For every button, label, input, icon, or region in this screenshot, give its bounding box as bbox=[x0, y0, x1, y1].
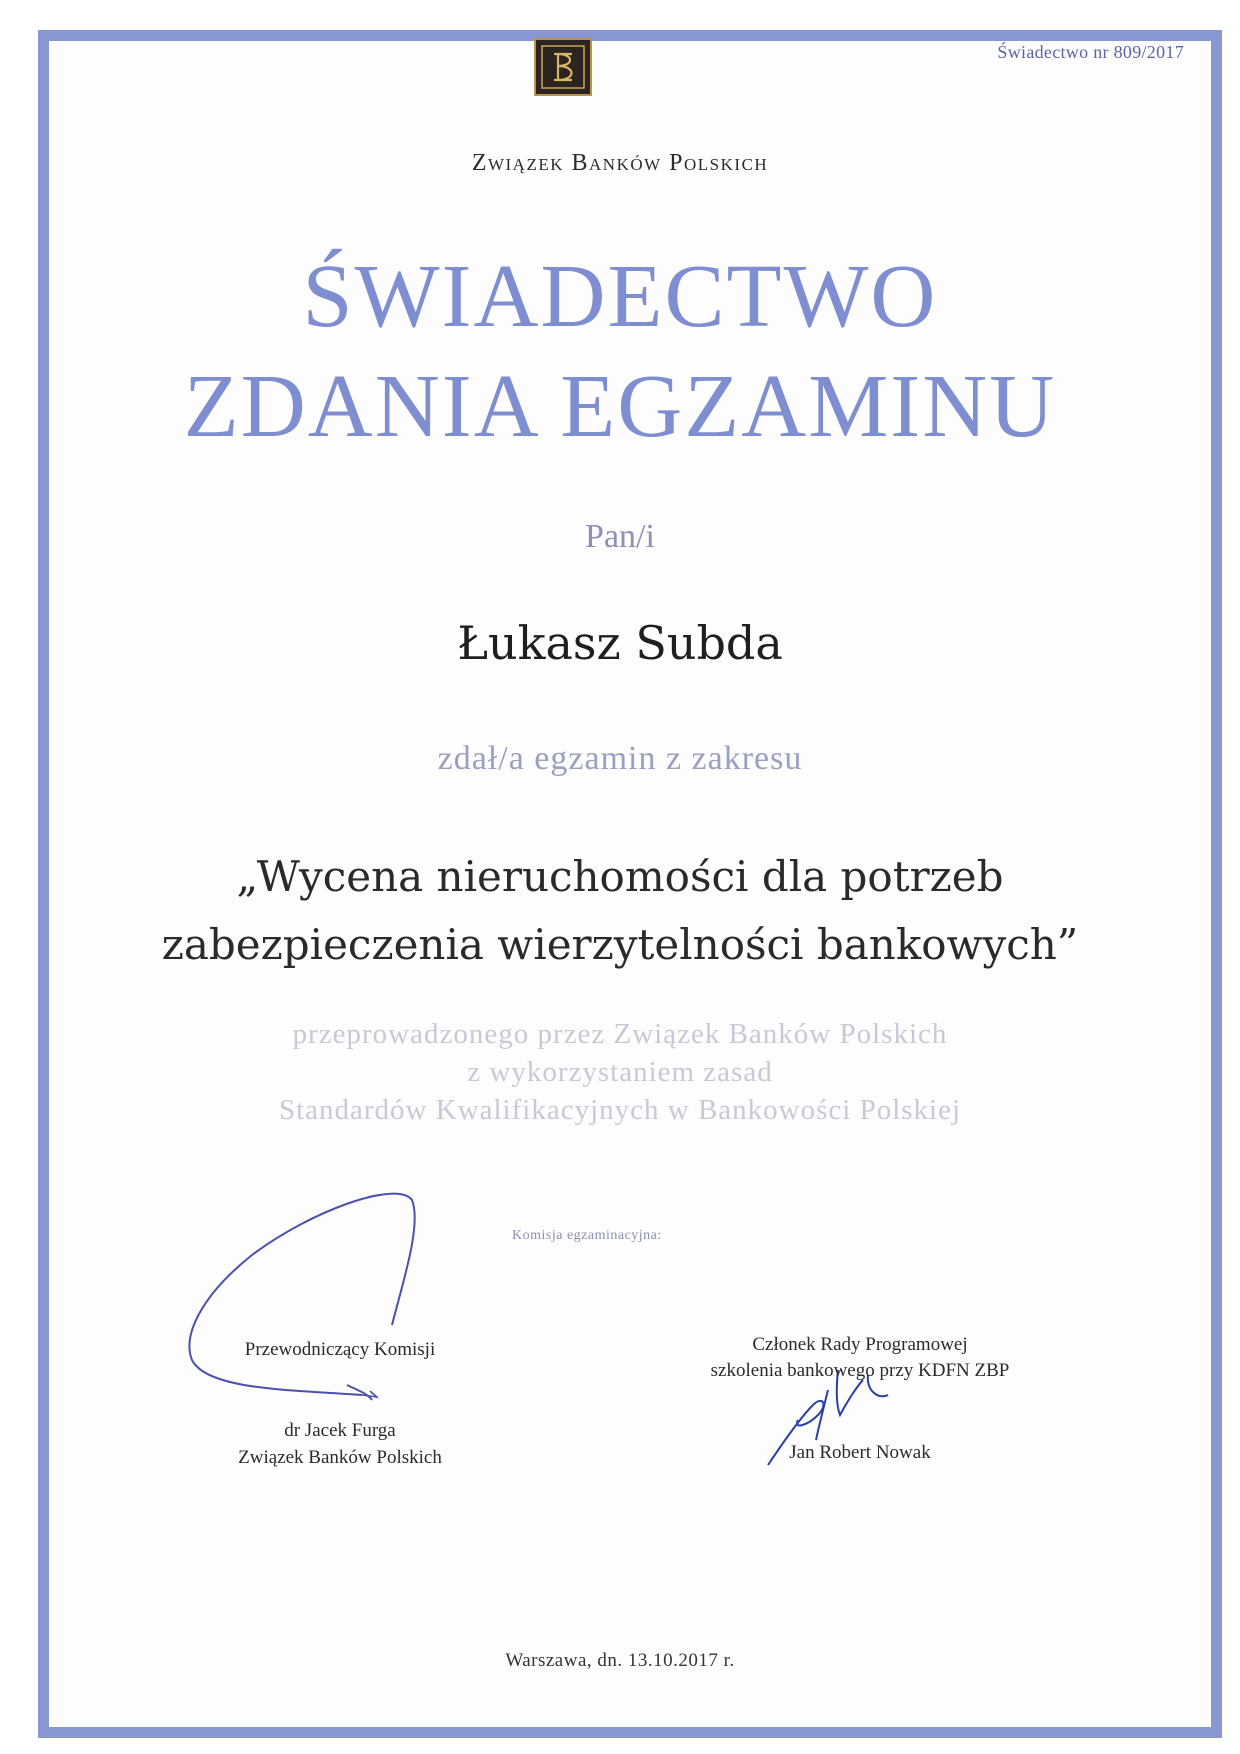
passed-text: zdał/a egzamin z zakresu bbox=[437, 740, 803, 777]
exam-topic-line1: „Wycena nieruchomości dla potrzeb bbox=[236, 852, 1004, 901]
exam-topic-line2: zabezpieczenia wierzytelności bankowych” bbox=[161, 920, 1079, 969]
signatory-left-organization: Związek Banków Polskich bbox=[238, 1446, 442, 1468]
description-line2: z wykorzystaniem zasad bbox=[467, 1056, 773, 1088]
zbp-logo-icon bbox=[534, 38, 592, 96]
description-line1: przeprowadzonego przez Związek Banków Polskich bbox=[292, 1018, 948, 1050]
place-and-date: Warszawa, dn. 13.10.2017 r. bbox=[505, 1650, 735, 1671]
signatory-left-name: dr Jacek Furga bbox=[284, 1420, 396, 1441]
certificate-title-line1: ŚWIADECTWO bbox=[302, 247, 938, 346]
recipient-name: Łukasz Subda bbox=[457, 616, 783, 670]
signatory-right-role-line2: szkolenia bankowego przy KDFN ZBP bbox=[710, 1359, 1010, 1381]
signatory-right-role bbox=[650, 1332, 1070, 1383]
signatory-right-name: Jan Robert Nowak bbox=[789, 1442, 931, 1463]
signatory-left-details bbox=[180, 1418, 500, 1471]
signatory-left-role: Przewodniczący Komisji bbox=[244, 1339, 436, 1360]
signatory-right-role-line1: Członek Rady Programowej bbox=[752, 1334, 968, 1355]
salutation: Pan/i bbox=[585, 518, 655, 555]
organization-name: Związek Banków Polskich bbox=[471, 150, 769, 176]
certificate-number: Świadectwo nr 809/2017 bbox=[997, 42, 1184, 62]
committee-label: Komisja egzaminacyjna: bbox=[512, 1228, 662, 1243]
description-line3: Standardów Kwalifikacyjnych w Bankowości Polskiej bbox=[278, 1094, 962, 1126]
certificate-title-line2: ZDANIA EGZAMINU bbox=[183, 357, 1057, 456]
